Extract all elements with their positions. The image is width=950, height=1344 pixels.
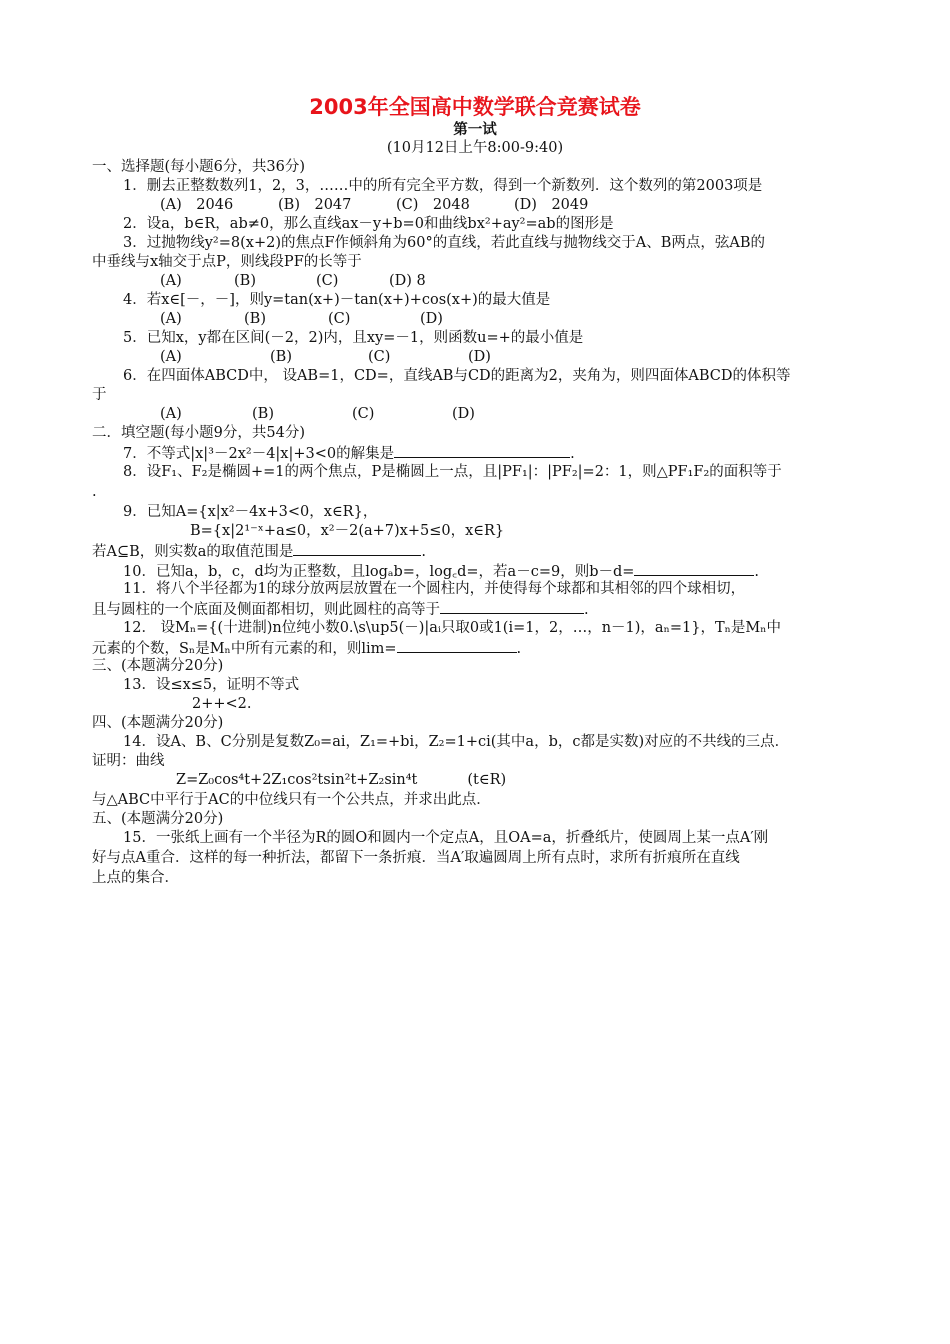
exam-subtitle: 第一试 bbox=[453, 121, 497, 138]
q14-condition: (t∈R) bbox=[467, 772, 507, 788]
q9-text-line3: 若A⊆B，则实数a的取值范围是 bbox=[92, 544, 294, 560]
q6-text-line1: 6．在四面体ABCD中， 设AB=1，CD=，直线AB与CD的距离为2，夹角为，则四面体ABCD的体积等 bbox=[123, 368, 791, 384]
q5-text: 5．已知x，y都在区间(－2，2)内，且xy=－1，则函数u=+的最小值是 bbox=[123, 330, 584, 346]
q4-option-d: (D) bbox=[420, 311, 443, 327]
q1-options bbox=[160, 196, 588, 215]
q13-inequality: 2++<2. bbox=[192, 696, 252, 712]
q4-text: 4．若x∈[－，－]，则y=tan(x+)－tan(x+)+cos(x+)的最大值是 bbox=[123, 292, 551, 308]
q7-answer-blank bbox=[394, 443, 570, 458]
q12-answer-blank bbox=[397, 638, 517, 653]
section-3-heading: 三、(本题满分20分) bbox=[92, 658, 224, 674]
q3-option-d: (D) 8 bbox=[389, 273, 426, 289]
q3-option-b: (B) bbox=[234, 273, 256, 289]
q11-answer-blank bbox=[440, 599, 584, 614]
q5-option-a: (A) bbox=[160, 349, 182, 365]
q15-text-line2: 好与点A重合．这样的每一种折法，都留下一条折痕．当A′取遍圆周上所有点时，求所有折痕所在直线 bbox=[92, 850, 740, 866]
q11-end: . bbox=[584, 602, 589, 618]
exam-title: 2003年全国高中数学联合竞赛试卷 bbox=[309, 95, 641, 119]
q11-text-line2: 且与圆柱的一个底面及侧面都相切，则此圆柱的高等于 bbox=[92, 602, 440, 618]
q5-options bbox=[160, 348, 491, 367]
q4-options bbox=[160, 310, 443, 329]
q9-end: . bbox=[421, 544, 427, 560]
q6-option-c: (C) bbox=[352, 406, 375, 422]
q4-option-c: (C) bbox=[328, 311, 351, 327]
q3-text-line1: 3．过抛物线y²=8(x+2)的焦点F作倾斜角为60°的直线，若此直线与抛物线交于A、B两点，弦AB的 bbox=[123, 235, 765, 251]
q5-option-d: (D) bbox=[468, 349, 491, 365]
exam-date: (10月12日上午8:00-9:40) bbox=[386, 140, 564, 156]
q9-answer-blank bbox=[293, 541, 421, 556]
q1-option-d: (D) 2049 bbox=[514, 197, 589, 213]
section-4-heading: 四、(本题满分20分) bbox=[92, 715, 224, 731]
q1-option-c: (C) 2048 bbox=[396, 197, 470, 213]
q7-end: . bbox=[570, 446, 575, 462]
q12-line2 bbox=[92, 638, 521, 657]
q4-option-b: (B) bbox=[244, 311, 266, 327]
q6-option-b: (B) bbox=[252, 406, 274, 422]
q14-text-line2: 证明：曲线 bbox=[92, 753, 165, 769]
q7-text: 7．不等式|x|³－2x²－4|x|+3<0的解集是 bbox=[123, 446, 395, 462]
q10-end: . bbox=[754, 564, 760, 580]
q6-option-d: (D) bbox=[452, 406, 475, 422]
q14-text-line3: 与△ABC中平行于AC的中位线只有一个公共点，并求出此点． bbox=[92, 792, 491, 808]
q12-end: . bbox=[516, 641, 522, 657]
q3-option-c: (C) bbox=[316, 273, 339, 289]
q1-text: 1．删去正整数数列1，2，3，……中的所有完全平方数，得到一个新数列．这个数列的第2003项是 bbox=[123, 178, 763, 194]
q15-text-line1: 15．一张纸上画有一个半径为R的圆O和圆内一个定点A，且OA=a，折叠纸片，使圆周上某一点A′刚 bbox=[123, 830, 769, 846]
q6-text-line2: 于 bbox=[92, 387, 107, 403]
q3-text-line2: 中垂线与x轴交于点P，则线段PF的长等于 bbox=[92, 254, 362, 270]
q5-option-c: (C) bbox=[368, 349, 391, 365]
q12-text-line1: 12． 设Mₙ={(十进制)n位纯小数0.\s\up5(－)|aᵢ只取0或1(i=1，2，…，n－1)，aₙ=1}，Tₙ是Mₙ中 bbox=[123, 620, 782, 636]
q11-text-line1: 11．将八个半径都为1的球分放两层放置在一个圆柱内，并使得每个球都和其相邻的四个球相切， bbox=[123, 581, 746, 597]
q7-line bbox=[123, 443, 575, 462]
q1-option-b: (B) 2047 bbox=[278, 197, 352, 213]
q5-option-b: (B) bbox=[270, 349, 292, 365]
q9-line3 bbox=[92, 541, 426, 560]
section-1-heading: 一、选择题(每小题6分，共36分) bbox=[92, 159, 305, 175]
q14-formula bbox=[176, 771, 506, 790]
q9-text-line1: 9．已知A={x|x²－4x+3<0，x∈R}， bbox=[123, 504, 378, 520]
q6-option-a: (A) bbox=[160, 406, 182, 422]
q3-option-a: (A) bbox=[160, 273, 182, 289]
section-2-heading: 二．填空题(每小题9分，共54分) bbox=[92, 425, 305, 441]
q14-curve-equation: Z=Z₀cos⁴t+2Z₁cos²tsin²t+Z₂sin⁴t bbox=[176, 772, 418, 788]
q2-text: 2．设a，b∈R，ab≠0，那么直线ax－y+b=0和曲线bx²+ay²=ab的图形是 bbox=[123, 216, 614, 232]
q12-text-line2: 元素的个数，Sₙ是Mₙ中所有元素的和，则lim= bbox=[92, 641, 397, 657]
q8-text-line1: 8．设F₁、F₂是椭圆+=1的两个焦点，P是椭圆上一点，且|PF₁|：|PF₂|=2：1，则△PF₁F₂的面积等于 bbox=[123, 464, 782, 480]
q6-options bbox=[160, 405, 475, 424]
section-5-heading: 五、(本题满分20分) bbox=[92, 811, 224, 827]
q15-text-line3: 上点的集合． bbox=[92, 870, 179, 886]
q13-text-line1: 13．设≤x≤5，证明不等式 bbox=[123, 677, 300, 693]
q10-text: 10．已知a，b，c，d均为正整数，且logₐb=，log꜀d=，若a－c=9，则b－d= bbox=[123, 564, 635, 580]
q8-text-line2: . bbox=[92, 484, 97, 500]
q11-line2 bbox=[92, 599, 589, 618]
q4-option-a: (A) bbox=[160, 311, 182, 327]
q1-option-a: (A) 2046 bbox=[160, 197, 234, 213]
q14-text-line1: 14．设A、B、C分别是复数Z₀=ai，Z₁=+bi，Z₂=1+ci(其中a，b，c都是实数)对应的不共线的三点． bbox=[123, 734, 790, 750]
q10-line bbox=[123, 561, 759, 580]
q10-answer-blank bbox=[634, 561, 754, 576]
q9-text-line2: B={x|2¹⁻ˣ+a≤0，x²－2(a+7)x+5≤0，x∈R} bbox=[190, 523, 505, 539]
q3-options bbox=[160, 272, 426, 291]
